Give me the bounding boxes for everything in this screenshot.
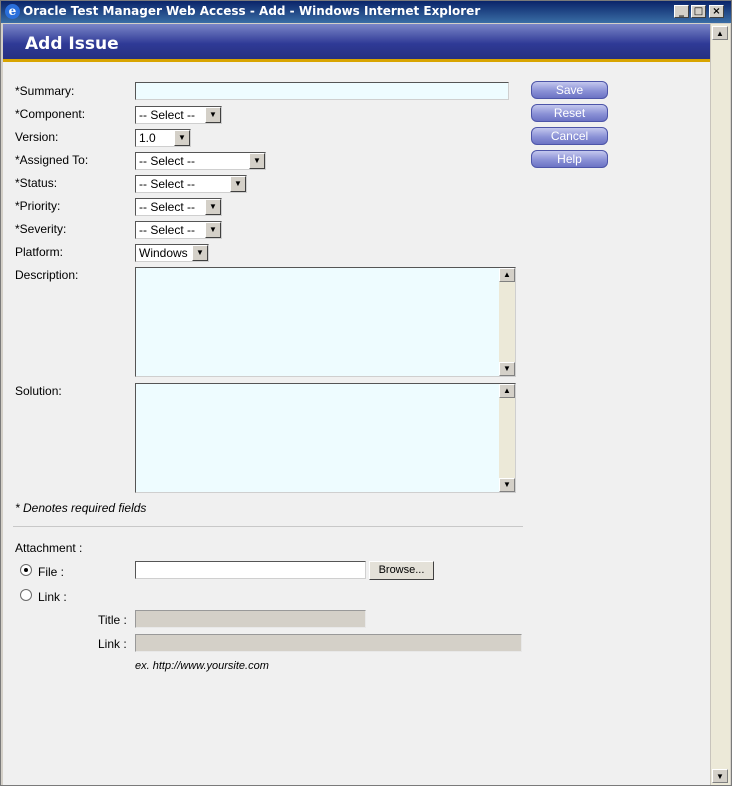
- required-fields-note: * Denotes required fields: [15, 501, 147, 515]
- scroll-up-icon[interactable]: ▲: [712, 26, 728, 40]
- save-button[interactable]: Save: [531, 81, 608, 99]
- chevron-down-icon[interactable]: ▼: [205, 199, 221, 215]
- version-label: Version:: [15, 130, 59, 144]
- radio-selected-dot: [24, 568, 28, 572]
- status-select[interactable]: [135, 175, 247, 193]
- priority-label: *Priority:: [15, 199, 61, 213]
- cancel-button[interactable]: Cancel: [531, 127, 608, 145]
- maximize-button[interactable]: □: [691, 5, 706, 18]
- header-accent-line: [3, 59, 710, 62]
- reset-button[interactable]: Reset: [531, 104, 608, 122]
- solution-textarea[interactable]: [135, 383, 516, 493]
- page-header: [3, 24, 710, 60]
- platform-select[interactable]: [135, 244, 209, 262]
- description-label: Description:: [15, 268, 79, 282]
- chevron-down-icon[interactable]: ▼: [205, 222, 221, 238]
- scroll-down-icon[interactable]: ▼: [499, 478, 515, 492]
- priority-select-value: -- Select --: [139, 200, 196, 214]
- link-url-input[interactable]: [135, 634, 522, 652]
- help-button[interactable]: Help: [531, 150, 608, 168]
- scroll-down-icon[interactable]: ▼: [712, 769, 728, 783]
- scroll-up-icon[interactable]: ▲: [499, 268, 515, 282]
- description-textarea[interactable]: [135, 267, 516, 377]
- file-radio[interactable]: [20, 564, 32, 576]
- window-title: Oracle Test Manager Web Access - Add - Windows Internet Explorer: [23, 4, 481, 18]
- title-label: Title :: [98, 613, 127, 627]
- scroll-up-icon[interactable]: ▲: [499, 384, 515, 398]
- priority-select[interactable]: [135, 198, 222, 216]
- assigned-to-label: *Assigned To:: [15, 153, 89, 167]
- component-label: *Component:: [15, 107, 86, 121]
- assigned-to-select[interactable]: [135, 152, 266, 170]
- link-field-label: Link :: [98, 637, 127, 651]
- version-select-value: 1.0: [139, 131, 156, 145]
- page-content: [3, 24, 710, 785]
- severity-label: *Severity:: [15, 222, 67, 236]
- attachment-label: Attachment :: [15, 541, 83, 555]
- minimize-button[interactable]: _: [674, 5, 689, 18]
- file-path-input[interactable]: [135, 561, 366, 579]
- chevron-down-icon[interactable]: ▼: [192, 245, 208, 261]
- solution-scrollbar[interactable]: [499, 384, 515, 492]
- title-bar: [1, 1, 731, 23]
- solution-label: Solution:: [15, 384, 62, 398]
- status-select-value: -- Select --: [139, 177, 196, 191]
- close-button[interactable]: ×: [709, 5, 724, 18]
- file-radio-label: File :: [38, 565, 65, 579]
- link-radio[interactable]: [20, 589, 32, 601]
- link-radio-label: Link :: [38, 590, 67, 604]
- page-scrollbar[interactable]: [710, 24, 730, 785]
- severity-select[interactable]: [135, 221, 222, 239]
- link-title-input[interactable]: [135, 610, 366, 628]
- severity-select-value: -- Select --: [139, 223, 196, 237]
- component-select[interactable]: [135, 106, 222, 124]
- summary-input[interactable]: [135, 82, 509, 100]
- chevron-down-icon[interactable]: ▼: [230, 176, 246, 192]
- assigned-to-select-value: -- Select --: [139, 154, 196, 168]
- divider: [13, 526, 523, 527]
- version-select[interactable]: [135, 129, 191, 147]
- scroll-down-icon[interactable]: ▼: [499, 362, 515, 376]
- component-select-value: -- Select --: [139, 108, 196, 122]
- browse-button[interactable]: Browse...: [369, 561, 434, 580]
- summary-label: *Summary:: [15, 84, 75, 98]
- chevron-down-icon[interactable]: ▼: [205, 107, 221, 123]
- internet-explorer-icon: e: [5, 4, 20, 19]
- link-example-text: ex. http://www.yoursite.com: [135, 660, 269, 672]
- description-scrollbar[interactable]: [499, 268, 515, 376]
- status-label: *Status:: [15, 176, 58, 190]
- platform-select-value: Windows: [139, 246, 188, 260]
- platform-label: Platform:: [15, 245, 64, 259]
- chevron-down-icon[interactable]: ▼: [249, 153, 265, 169]
- chevron-down-icon[interactable]: ▼: [174, 130, 190, 146]
- page-title: Add Issue: [25, 34, 119, 54]
